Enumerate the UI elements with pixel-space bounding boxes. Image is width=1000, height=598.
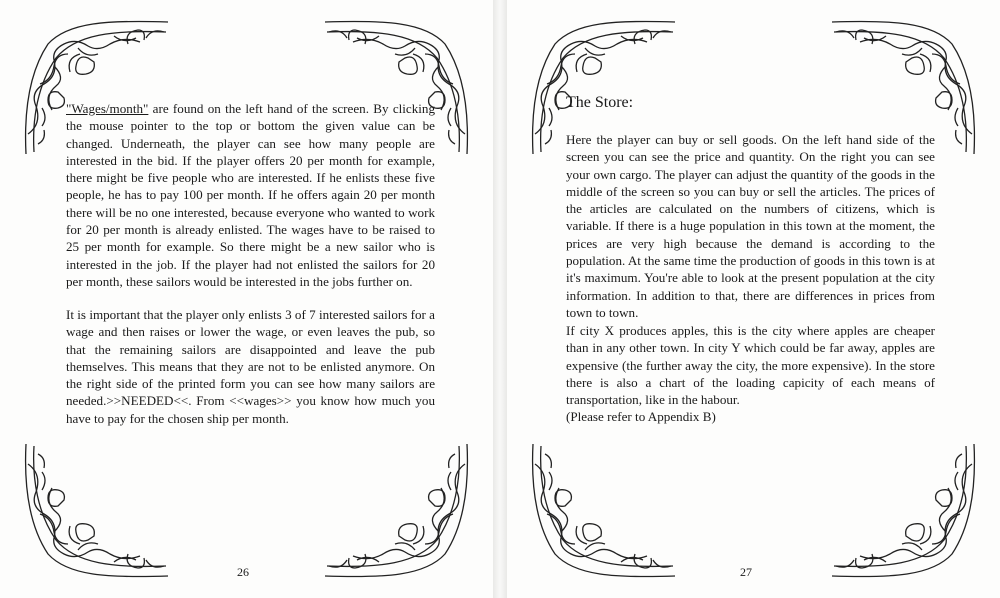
apples-paragraph: If city X produces apples, this is the city where apples are cheaper than in any other town. In city Y which could be far away, apples are expensive (the further away the city, the more expensive). In the store there is also a chart of the loading capicity of each means of transportation, like in the habour.: [566, 323, 935, 408]
appendix-reference: (Please refer to Appendix B): [566, 409, 716, 424]
corner-flourish-icon: [18, 434, 178, 584]
enlist-paragraph: It is important that the player only enlists 3 of 7 interested sailors for a wage and then raises or lower the wage, or even leaves the pub, so that the remaining sailors are disappointed and leave the pub themselves. This means that they are not to be enlisted anymore. On the right side of the printed form you can see how many sailors are needed.>>NEEDED<<. From <<wages>> you know how much you have to pay for the chosen ship per month.: [66, 307, 435, 426]
wages-description: are found on the left hand of the screen. By clicking the mouse pointer to the top or bottom the given value can be changed. Underneath, the player can see how many people are interested in the bid. If the player offers 20 per month for example, there might be five people who are interested. If he enlists these five people, he has to pay 100 per month. If he offers again 20 per month there will be no one interested, because everyone who wanted to work for 20 per month is already enlisted. The wages have to be raised to 25 per month for example. So there might be a new sailor who is interested in the job. If the player had not enlisted the sailors for 20 per month, these sailors would be interested in the jobs further on.: [66, 101, 435, 289]
page-number: 27: [740, 565, 752, 579]
store-paragraph: Here the player can buy or sell goods. On the left hand side of the screen you can see the price and quantity. On the right you can see your own cargo. The player can adjust the quantity of the goods in the middle of the screen so you can buy or sell the articles. The prices of the articles are calculated on the numbers of citizens, which is variable. If there is a huge population in this town at the moment, the prices are very high because the demand is according to the population. At the same time the production of goods in this town is at it's maximum. You're able to look at the present population at the city information. In addition to that, there are differences in prices from town to town.: [566, 132, 935, 320]
wages-term: "Wages/month": [66, 101, 149, 116]
corner-flourish-icon: [315, 434, 475, 584]
wages-paragraph: [66, 100, 435, 290]
left-page: [0, 0, 493, 598]
right-page: [507, 0, 1000, 598]
book-gutter: [493, 0, 507, 598]
store-heading: The Store:: [566, 94, 634, 111]
corner-flourish-icon: [822, 434, 982, 584]
corner-flourish-icon: [525, 434, 685, 584]
page-number: 26: [237, 565, 249, 579]
